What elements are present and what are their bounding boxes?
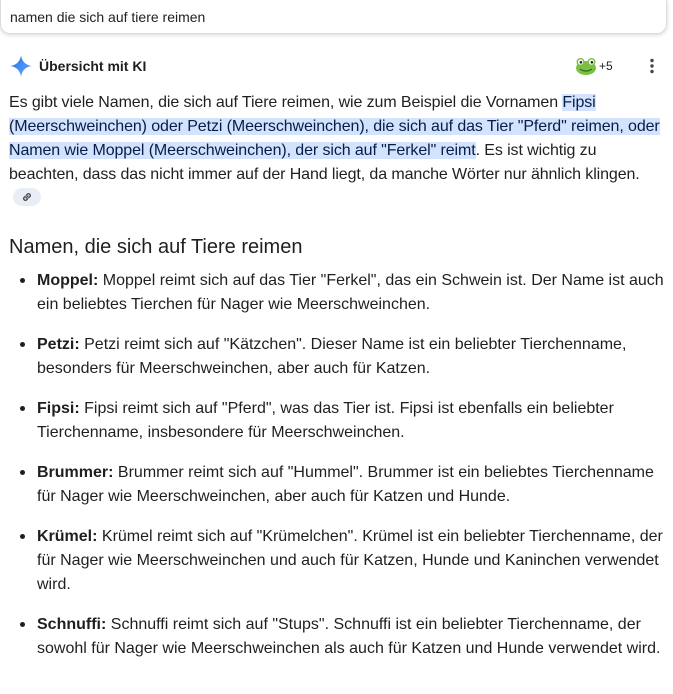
bullet — [20, 470, 25, 475]
highlighted-text[interactable]: Fipsi (Meerschweinchen) oder Petzi (Meerschweinchen), die sich auf das Tier "Pferd" reimen, oder Namen wie Moppel (Meerschweinchen), der sich auf "Ferkel" reimt — [9, 94, 660, 159]
bullet — [20, 406, 25, 411]
list-item — [9, 269, 665, 317]
ai-overview-header — [0, 50, 673, 82]
sparkle-icon — [9, 54, 33, 78]
item-text: Petzi reimt sich auf "Kätzchen". Dieser Name ist ein beliebter Tierchenname, besonders für Meerschweinchen, aber auch für Katzen. — [37, 336, 627, 377]
link-button[interactable] — [13, 188, 41, 206]
search-input[interactable] — [10, 0, 650, 34]
names-list — [9, 269, 665, 661]
ai-overview-title: Übersicht mit KI — [39, 58, 147, 74]
ai-overview-content — [9, 91, 665, 677]
section-heading: Namen, die sich auf Tiere reimen — [9, 236, 303, 258]
bullet — [20, 622, 25, 627]
intro-text: Es gibt viele Namen, die sich auf Tiere reimen, wie zum Beispiel die Vornamen — [9, 94, 563, 111]
item-text: Schnuffi reimt sich auf "Stups". Schnuffi ist ein beliebter Tierchenname, der sowohl für Nager wie Meerschweinchen als auch für Katzen und Hunde verwendet wird. — [37, 616, 661, 657]
list-item — [9, 613, 665, 661]
list-item — [9, 461, 665, 509]
item-text: Fipsi reimt sich auf "Pferd", was das Tier ist. Fipsi ist ebenfalls ein beliebter Tierchenname, insbesondere für Meerschweinchen. — [37, 400, 614, 441]
sources-chip[interactable] — [574, 54, 613, 78]
link-icon — [21, 191, 33, 203]
item-term: Schnuffi: — [37, 616, 107, 633]
more-vert-icon[interactable] — [642, 54, 662, 78]
item-text: Moppel reimt sich auf das Tier "Ferkel", das ein Schwein ist. Der Name ist auch ein beliebtes Tierchen für Nager wie Meerschweinchen. — [37, 272, 664, 313]
intro-paragraph — [9, 91, 665, 211]
intro-text-continued: . Es ist wichtig zu beachten, dass das nicht immer auf der Hand liegt, da manche Wörter nur ähnlich klingen. — [9, 142, 640, 183]
frog-icon — [574, 54, 598, 78]
bullet — [20, 278, 25, 283]
item-term: Brummer: — [37, 464, 114, 481]
sources-count: +5 — [599, 59, 613, 73]
bullet — [20, 534, 25, 539]
list-item — [9, 525, 665, 597]
item-term: Petzi: — [37, 336, 80, 353]
bullet — [20, 342, 25, 347]
item-term: Moppel: — [37, 272, 99, 289]
search-bar — [0, 0, 667, 34]
item-term: Krümel: — [37, 528, 98, 545]
item-term: Fipsi: — [37, 400, 80, 417]
item-text: Krümel reimt sich auf "Krümelchen". Krümel ist ein beliebter Tierchenname, der für Nager wie Meerschweinchen und auch für Katzen, Hunde und Kaninchen verwendet wird. — [37, 528, 663, 593]
item-text: Brummer reimt sich auf "Hummel". Brummer ist ein beliebtes Tierchenname für Nager wie Meerschweinchen, aber auch für Katzen und Hunde. — [37, 464, 654, 505]
list-item — [9, 333, 665, 381]
list-item — [9, 397, 665, 445]
